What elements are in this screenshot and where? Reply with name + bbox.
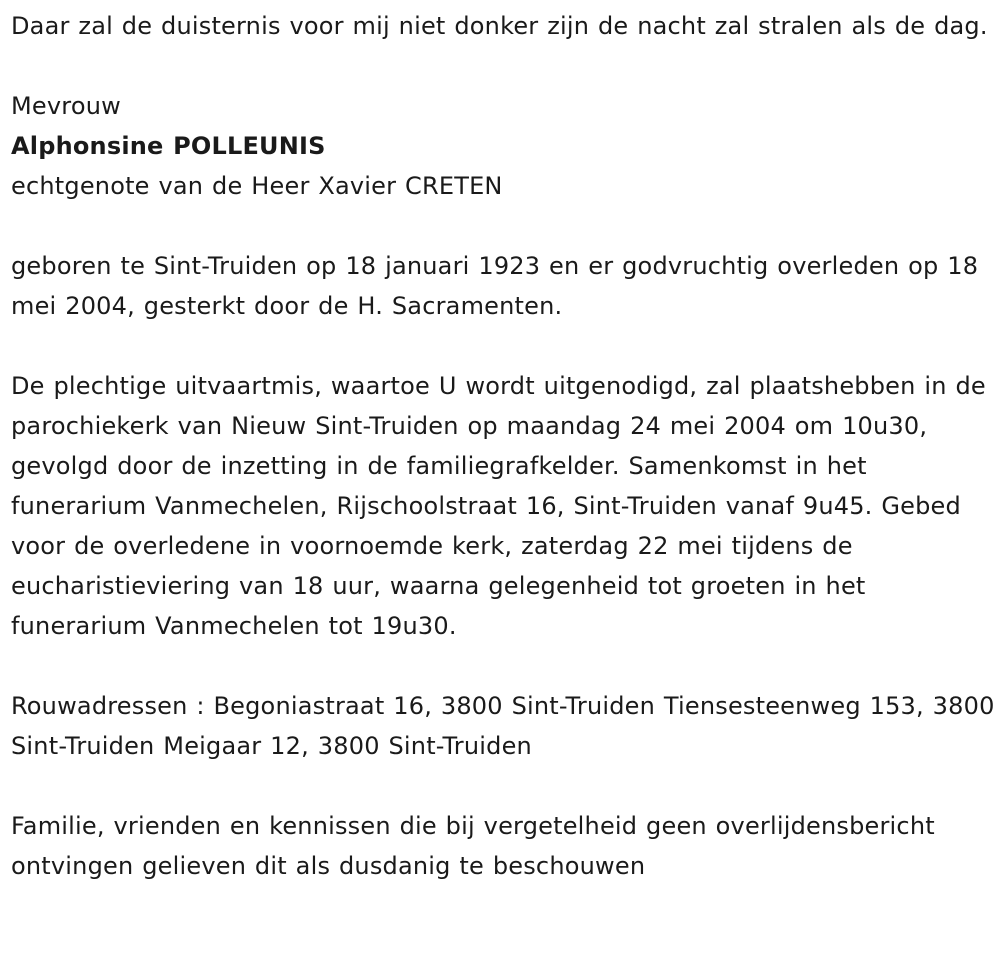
spacer [11,46,995,86]
deceased-name: Alphonsine POLLEUNIS [11,132,326,160]
closing-note: Familie, vrienden en kennissen die bij vergetelheid geen overlijdensbericht ontvingen gelieven dit als dusdanig te beschouwen [11,812,935,880]
spacer [11,766,995,806]
spouse-line: echtgenote van de Heer Xavier CRETEN [11,172,503,200]
mourning-addresses: Rouwadressen : Begoniastraat 16, 3800 Sint-Truiden Tiensesteenweg 153, 3800 Sint-Truiden Meigaar 12, 3800 Sint-Truiden [11,692,995,760]
spacer [11,326,995,366]
salutation: Mevrouw [11,92,121,120]
birth-death-text: geboren te Sint-Truiden op 18 januari 1923 en er godvruchtig overleden op 18 mei 2004, gesterkt door de H. Sacramenten. [11,252,979,320]
obituary-notice [11,6,995,886]
funeral-details: De plechtige uitvaartmis, waartoe U wordt uitgenodigd, zal plaatshebben in de parochiekerk van Nieuw Sint-Truiden op maandag 24 mei 2004 om 10u30, gevolgd door de inzetting in de familiegrafkelder. Samenkomst in het funerarium Vanmechelen, Rijschoolstraat 16, Sint-Truiden vanaf 9u45. Gebed voor de overledene in voornoemde kerk, zaterdag 22 mei tijdens de eucharistieviering van 18 uur, waarna gelegenheid tot groeten in het funerarium Vanmechelen tot 19u30. [11,372,986,640]
spacer [11,206,995,246]
spacer [11,646,995,686]
quote-text: Daar zal de duisternis voor mij niet donker zijn de nacht zal stralen als de dag. [11,12,988,40]
